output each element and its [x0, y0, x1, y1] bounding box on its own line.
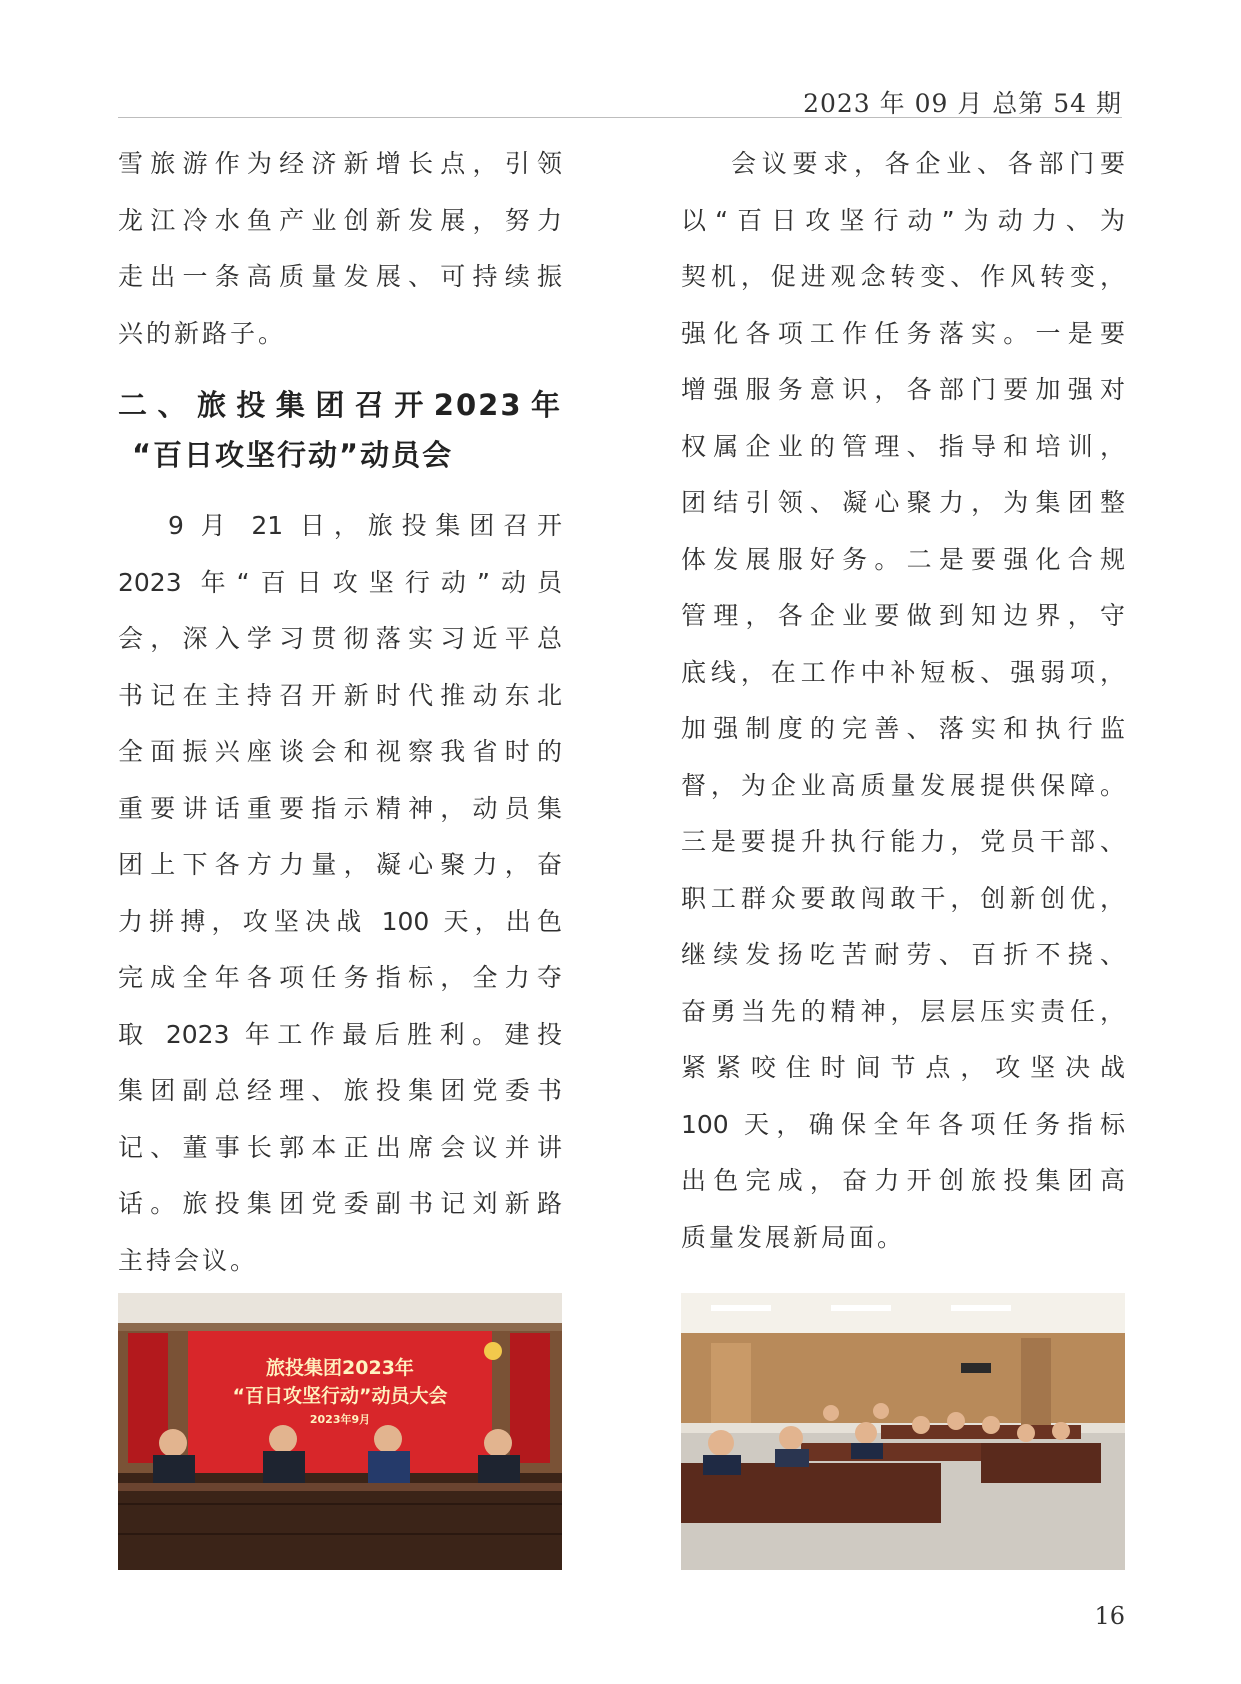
paragraph-line: 体发展服好务。二是要强化合规 [681, 544, 1125, 574]
paragraph-line: 100 天，确保全年各项任务指标 [681, 1109, 1125, 1139]
paragraph-line: 三是要提升执行能力，党员干部、 [681, 827, 1125, 856]
banner-title-line1: 旅投集团2023年 [266, 1357, 414, 1379]
paragraph-line: 取 2023 年工作最后胜利。建投 [118, 1019, 562, 1049]
paragraph-line: 督，为企业高质量发展提供保障。 [681, 770, 1125, 800]
paragraph-line: 强化各项工作任务落实。一是要 [681, 318, 1125, 348]
paragraph-line: 兴的新路子。 [118, 318, 287, 348]
meeting-stage-photo [118, 1293, 562, 1570]
paragraph-line: 继续发扬吃苦耐劳、百折不挠、 [681, 940, 1125, 969]
paragraph-line: 雪旅游作为经济新增长点，引领 [118, 149, 562, 178]
paragraph-line: 主持会议。 [118, 1245, 259, 1275]
paragraph-line: 团上下各方力量，凝心聚力，奋 [118, 850, 562, 879]
paragraph-line: 增强服务意识，各部门要加强对 [681, 375, 1125, 404]
banner-title-line2: “百日攻坚行动”动员大会 [232, 1385, 448, 1407]
paragraph-line: 完成全年各项任务指标，全力夺 [118, 963, 562, 992]
paragraph-line: 质量发展新局面。 [681, 1222, 906, 1252]
paragraph-line: 紧紧咬住时间节点，攻坚决战 [681, 1053, 1125, 1082]
audience-photo [681, 1293, 1125, 1570]
paragraph-line: 话。旅投集团党委副书记刘新路 [118, 1189, 562, 1218]
paragraph-line: 奋勇当先的精神，层层压实责任， [681, 996, 1125, 1026]
paragraph-line: 9 月 21 日，旅投集团召开 [168, 511, 562, 540]
issue-header: 2023 年 09 月 总第 54 期 [803, 89, 1122, 118]
paragraph-line: 出色完成，奋力开创旅投集团高 [681, 1166, 1125, 1195]
paragraph-line: 契机，促进观念转变、作风转变， [681, 262, 1125, 291]
paragraph-line: 会，深入学习贯彻落实习近平总 [118, 624, 562, 653]
left-column [118, 136, 562, 1289]
section-heading: “百日攻坚行动”动员会 [132, 438, 454, 472]
paragraph-line: 记、董事长郭本正出席会议并讲 [118, 1132, 562, 1162]
audience-illustration [681, 1293, 1125, 1570]
paragraph-line: 权属企业的管理、指导和培训， [681, 431, 1125, 461]
right-column [681, 136, 1125, 1266]
paragraph-line: 会议要求，各企业、各部门要 [731, 149, 1125, 178]
paragraph-line: 走出一条高质量发展、可持续振 [118, 262, 562, 291]
paragraph-line: 龙江冷水鱼产业创新发展，努力 [118, 205, 562, 235]
paragraph-line: 全面振兴座谈会和视察我省时的 [118, 737, 562, 766]
paragraph-line: 2023 年“百日攻坚行动”动员 [118, 567, 562, 597]
page-number: 16 [1094, 1602, 1125, 1630]
paragraph-line: 重要讲话重要指示精神，动员集 [118, 793, 562, 823]
paragraph-line: 以“百日攻坚行动”为动力、为 [681, 205, 1125, 235]
paragraph-line: 管理，各企业要做到知边界，守 [681, 601, 1125, 630]
paragraph-line: 力拼搏，攻坚决战 100 天，出色 [118, 906, 562, 936]
banner-date: 2023年9月 [309, 1413, 371, 1426]
header-divider [118, 117, 1122, 118]
paragraph-line: 职工群众要敢闯敢干，创新创优， [681, 883, 1125, 913]
paragraph-line: 加强制度的完善、落实和执行监 [681, 714, 1125, 743]
paragraph-line: 书记在主持召开新时代推动东北 [118, 680, 562, 710]
paragraph-line: 底线，在工作中补短板、强弱项， [681, 657, 1125, 687]
meeting-stage-illustration [118, 1293, 562, 1570]
paragraph-line: 集团副总经理、旅投集团党委书 [118, 1076, 562, 1105]
paragraph-line: 团结引领、凝心聚力，为集团整 [681, 488, 1125, 517]
section-heading: 二、旅投集团召开2023年 [118, 388, 562, 422]
